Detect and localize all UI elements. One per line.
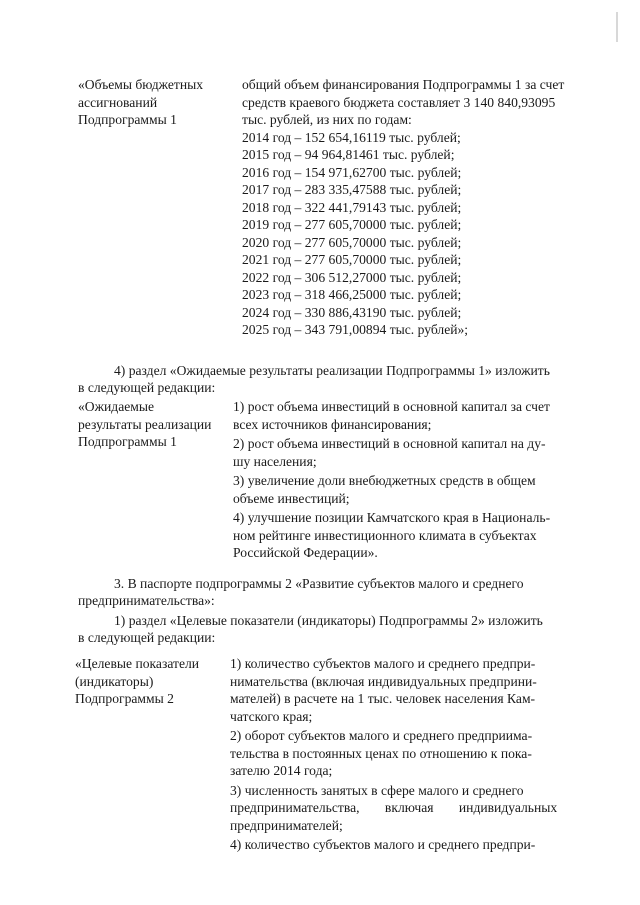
results-content [233, 398, 602, 564]
indicators-item [230, 782, 600, 835]
paragraph-4-cont [78, 379, 602, 397]
results-item [233, 509, 602, 562]
results-item-line: 4) улучшение позиции Камчатского края в Националь- [233, 510, 551, 525]
indicators-item-line: 1) количество субъектов малого и среднего предпри- [230, 656, 536, 671]
budget-label [78, 76, 228, 129]
indicators-label-line: (индикаторы) [75, 673, 154, 689]
indicators-content [230, 655, 600, 856]
indicators-item-line: 2) оборот субъектов малого и среднего предприима- [230, 728, 533, 743]
results-item [233, 398, 602, 433]
budget-year-item: 2025 год – 343 791,00894 тыс. рублей»; [242, 322, 469, 337]
results-item [233, 472, 602, 507]
budget-year-item: 2017 год – 283 335,47588 тыс. рублей; [242, 182, 462, 197]
indicators-item-line: зателю 2014 года; [230, 763, 333, 778]
results-item [233, 435, 602, 470]
budget-label-line: ассигнований [78, 94, 158, 110]
results-label [78, 398, 228, 451]
indicators-label-line: Подпрограммы 2 [75, 691, 174, 706]
results-item-line: шу населения; [233, 453, 317, 469]
indicators-item-line: чатского края; [230, 708, 313, 724]
indicators-item-line: 3) численность занятых в сфере малого и среднего [230, 782, 524, 798]
paragraph-3 [78, 575, 602, 593]
budget-year-item: 2014 год – 152 654,16119 тыс. рублей; [242, 129, 461, 145]
results-item-line: 2) рост объема инвестиций в основной капитал на ду- [233, 436, 546, 451]
paragraph-line: в следующей редакции: [78, 630, 216, 645]
paragraph-line: 4) раздел «Ожидаемые результаты реализации Подпрограммы 1» изложить [114, 363, 550, 378]
budget-year-item: 2020 год – 277 605,70000 тыс. рублей; [242, 234, 462, 250]
results-item-line: 3) увеличение доли внебюджетных средств в общем [233, 473, 536, 488]
budget-intro-line: средств краевого бюджета составляет 3 140 840,93095 [242, 94, 556, 110]
budget-intro-line: тыс. рублей, из них по годам: [242, 112, 412, 127]
indicators-item [230, 727, 600, 780]
indicators-label [75, 655, 225, 708]
paragraph-4 [78, 362, 602, 380]
results-item-line: 1) рост объема инвестиций в основной капитал за счет [233, 399, 550, 414]
budget-content [242, 76, 602, 339]
indicators-item-line: предпринимательства, включая индивидуальных [230, 800, 558, 815]
results-item-line: ном рейтинге инвестиционного климата в субъектах [233, 527, 537, 543]
paragraph-line: предпринимательства»: [78, 593, 215, 608]
indicators-item [230, 836, 600, 854]
budget-year-item: 2019 год – 277 605,70000 тыс. рублей; [242, 217, 462, 232]
budget-year-item: 2016 год – 154 971,62700 тыс. рублей; [242, 164, 462, 180]
budget-year-item: 2021 год – 277 605,70000 тыс. рублей; [242, 252, 462, 267]
results-label-line: Подпрограммы 1 [78, 434, 177, 449]
paragraph-line: в следующей редакции: [78, 380, 216, 395]
indicators-item-line: 4) количество субъектов малого и среднего предпри- [230, 837, 536, 852]
budget-label-line: Подпрограммы 1 [78, 112, 177, 127]
indicators-item [230, 655, 600, 725]
budget-year-item: 2022 год – 306 512,27000 тыс. рублей; [242, 269, 462, 285]
scan-edge-mark [616, 12, 618, 42]
paragraph-line: 1) раздел «Целевые показатели (индикаторы) Подпрограммы 2» изложить [114, 613, 543, 628]
paragraph-3-cont [78, 592, 602, 610]
indicators-item-line: нимательства (включая индивидуальных предприни- [230, 673, 537, 689]
indicators-label-line: «Целевые показатели [75, 656, 200, 671]
results-label-line: «Ожидаемые [78, 399, 155, 414]
paragraph-line: 3. В паспорте подпрограммы 2 «Развитие субъектов малого и среднего [114, 576, 524, 591]
indicators-item-line: мателей) в расчете на 1 тыс. человек населения Кам- [230, 691, 536, 706]
budget-year-item: 2018 год – 322 441,79143 тыс. рублей; [242, 199, 462, 215]
budget-year-item: 2015 год – 94 964,81461 тыс. рублей; [242, 147, 455, 162]
results-item-line: всех источников финансирования; [233, 416, 432, 432]
results-item-line: объеме инвестиций; [233, 490, 350, 506]
results-item-line: Российской Федерации». [233, 545, 378, 560]
budget-intro-line: общий объем финансирования Подпрограммы 1 за счет [242, 77, 565, 92]
indicators-item-line: тельства в постоянных ценах по отношению к пока- [230, 745, 532, 761]
results-label-line: результаты реализации [78, 416, 212, 432]
budget-label-line: «Объемы бюджетных [78, 77, 204, 92]
budget-year-item: 2024 год – 330 886,43190 тыс. рублей; [242, 304, 462, 320]
budget-year-item: 2023 год – 318 466,25000 тыс. рублей; [242, 287, 462, 302]
budget-years-list [242, 129, 602, 339]
paragraph-1-cont [78, 629, 602, 647]
paragraph-1 [78, 612, 602, 630]
indicators-item-line: предпринимателей; [230, 817, 343, 833]
